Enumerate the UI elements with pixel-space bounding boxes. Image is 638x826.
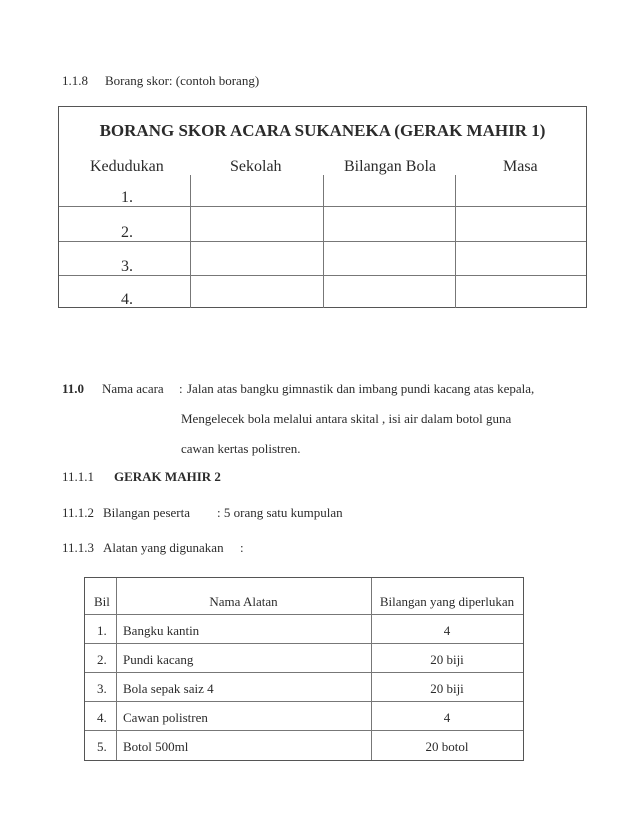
section-text-11-1-1: GERAK MAHIR 2 [114, 469, 221, 484]
grid-line [59, 275, 586, 276]
section-label-11-1-3: Alatan yang digunakan [103, 540, 224, 555]
row-bil: 2. [97, 652, 107, 667]
row-qty: 20 botol [425, 739, 469, 754]
section-label-11-1-2: Bilangan peserta [103, 505, 190, 520]
score-form-title: BORANG SKOR ACARA SUKANEKA (GERAK MAHIR 1) [99, 121, 546, 140]
row-number-4: 4. [121, 291, 133, 308]
event-description-line-2: Mengelecek bola melalui antara skital , isi air dalam botol guna [181, 411, 512, 426]
grid-line [85, 701, 523, 702]
equipment-table [84, 577, 524, 761]
row-qty: 20 biji [430, 652, 464, 667]
grid-line [59, 206, 586, 207]
section-value-11-1-2: : 5 orang satu kumpulan [217, 505, 343, 520]
header-masa: Masa [503, 158, 538, 175]
header-nama-alatan: Nama Alatan [209, 594, 278, 609]
score-form-table [58, 106, 587, 308]
row-number-1: 1. [121, 189, 133, 206]
row-qty: 4 [443, 623, 451, 638]
row-bil: 3. [97, 681, 107, 696]
header-bil: Bil [94, 594, 110, 609]
row-number-2: 2. [121, 224, 133, 241]
header-kedudukan: Kedudukan [90, 158, 164, 175]
row-name: Botol 500ml [123, 739, 189, 754]
row-name: Bangku kantin [123, 623, 200, 638]
grid-line [85, 730, 523, 731]
header-sekolah: Sekolah [230, 158, 282, 175]
section-number-11-1-1: 11.1.1 [62, 469, 95, 484]
row-qty: 4 [443, 710, 451, 725]
section-value-11-1-3: : [240, 540, 244, 555]
grid-line [85, 643, 523, 644]
row-number-3: 3. [121, 258, 133, 275]
section-number-11-0: 11.0 [62, 381, 85, 396]
row-name: Cawan polistren [123, 710, 208, 725]
section-number-1-1-8: 1.1.8 [62, 73, 88, 88]
section-colon-11-0: : [179, 381, 183, 396]
event-description-line-3: cawan kertas polistren. [181, 441, 301, 456]
header-bilangan-diperlukan: Bilangan yang diperlukan [379, 594, 515, 609]
grid-line [59, 241, 586, 242]
row-name: Pundi kacang [123, 652, 194, 667]
row-qty: 20 biji [430, 681, 464, 696]
row-bil: 4. [97, 710, 107, 725]
row-name: Bola sepak saiz 4 [123, 681, 214, 696]
row-bil: 1. [97, 623, 107, 638]
header-bilangan-bola: Bilangan Bola [344, 158, 436, 175]
event-description-line-1: Jalan atas bangku gimnastik dan imbang pundi kacang atas kepala, [187, 381, 535, 396]
section-text-1-1-8: Borang skor: (contoh borang) [105, 73, 260, 88]
section-label-11-0: Nama acara [102, 381, 164, 396]
grid-line [85, 672, 523, 673]
section-number-11-1-2: 11.1.2 [62, 505, 95, 520]
grid-line [85, 614, 523, 615]
row-bil: 5. [97, 739, 107, 754]
section-number-11-1-3: 11.1.3 [62, 540, 95, 555]
